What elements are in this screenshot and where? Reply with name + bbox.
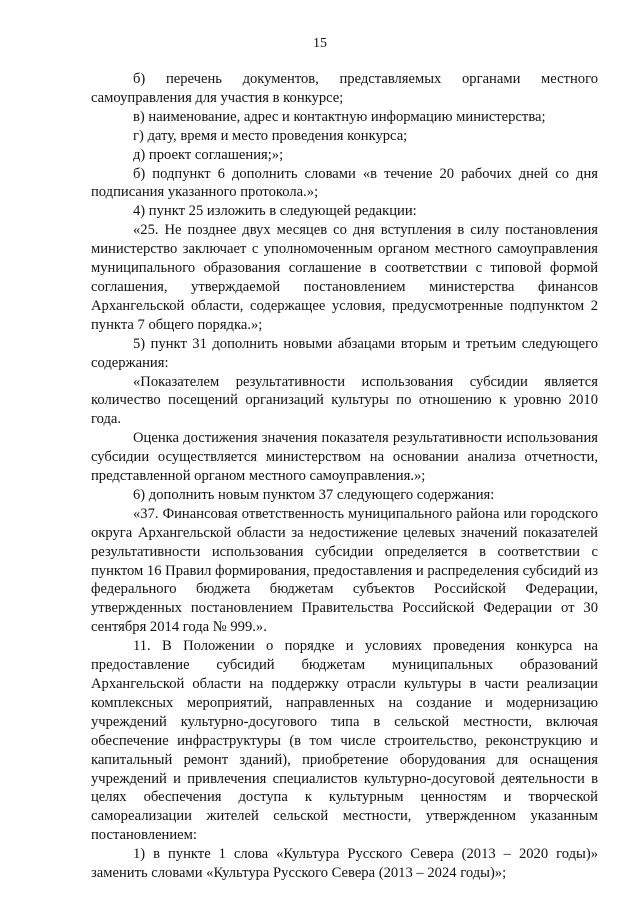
paragraph-new-point-25: «25. Не позднее двух месяцев со дня вступления в силу постановления министерство заключает с уполномоченным органом местного самоуправления муниципального образования соглашение в соответствии с типовой формой соглашения, утверждаемой постановлением министерства финансов Архангельской области, содержащее условия, предусмотренные подпунктом 2 пункта 7 общего порядка.»;: [91, 222, 598, 333]
paragraph-item-g-date-time: г) дату, время и место проведения конкурса;: [133, 127, 408, 144]
page-number: 15: [313, 36, 327, 51]
document-body: [91, 70, 598, 883]
paragraph-item-d-draft-agreement: д) проект соглашения;»;: [133, 146, 284, 163]
paragraph-subitem-1: 1) в пункте 1 слова «Культура Русского Севера (2013 – 2020 годы)» заменить словами «Культура Русского Севера (2013 – 2024 годы)»;: [91, 846, 598, 882]
paragraph-item-b-documents: б) перечень документов, представляемых органами местного самоуправления для участия в конкурсе;: [91, 71, 598, 106]
paragraph-point-4: 4) пункт 25 изложить в следующей редакции:: [133, 203, 417, 220]
paragraph-item-v-name-address: в) наименование, адрес и контактную информацию министерства;: [133, 108, 546, 125]
paragraph-point-6: 6) дополнить новым пунктом 37 следующего содержания:: [133, 486, 495, 503]
paragraph-indicator-assessment: Оценка достижения значения показателя результативности использования субсидии осуществляется министерством на основании анализа отчетности, представленной органом местного самоуправления.»;: [91, 430, 598, 485]
paragraph-new-point-37: «37. Финансовая ответственность муниципального района или городского округа Архангельской области за недостижение целевых значений показателей результативности использования субсидии определяется в соответствии с пунктом 16 Правил формирования, предоставления и распределения субсидий из федерального бюджета бюджетам субъектов Российской Федерации, утвержденных постановлением Правительства Российской Федерации от 30 сентября 2014 года № 999.».: [91, 505, 598, 636]
paragraph-point-5: 5) пункт 31 дополнить новыми абзацами вторым и третьим следующего содержания:: [91, 335, 598, 371]
paragraph-section-11: 11. В Положении о порядке и условиях проведения конкурса на предоставление субсидий бюджетам муниципальных образований Архангельской области на поддержку отрасли культуры в части реализации комплексных мероприятий, направленных на создание и модернизацию учреждений культурно-досугового типа в сельской местности, включая обеспечение инфраструктуры (в том числе строительство, реконструкцию и капитальный ремонт зданий), приобретение оборудования для оснащения учреждений и привлечения специалистов культурно-досуговой деятельности в целях обеспечения доступа к культурным ценностям и творческой самореализации жителей сельской местности, утвержденном указанным постановлением:: [91, 638, 598, 844]
paragraph-performance-indicator: «Показателем результативности использования субсидии является количество посещений организаций культуры по отношению к уровню 2010 года.: [91, 373, 598, 428]
paragraph-subitem-b-subpoint-6: б) подпункт 6 дополнить словами «в течение 20 рабочих дней со дня подписания указанного протокола.»;: [91, 165, 598, 201]
